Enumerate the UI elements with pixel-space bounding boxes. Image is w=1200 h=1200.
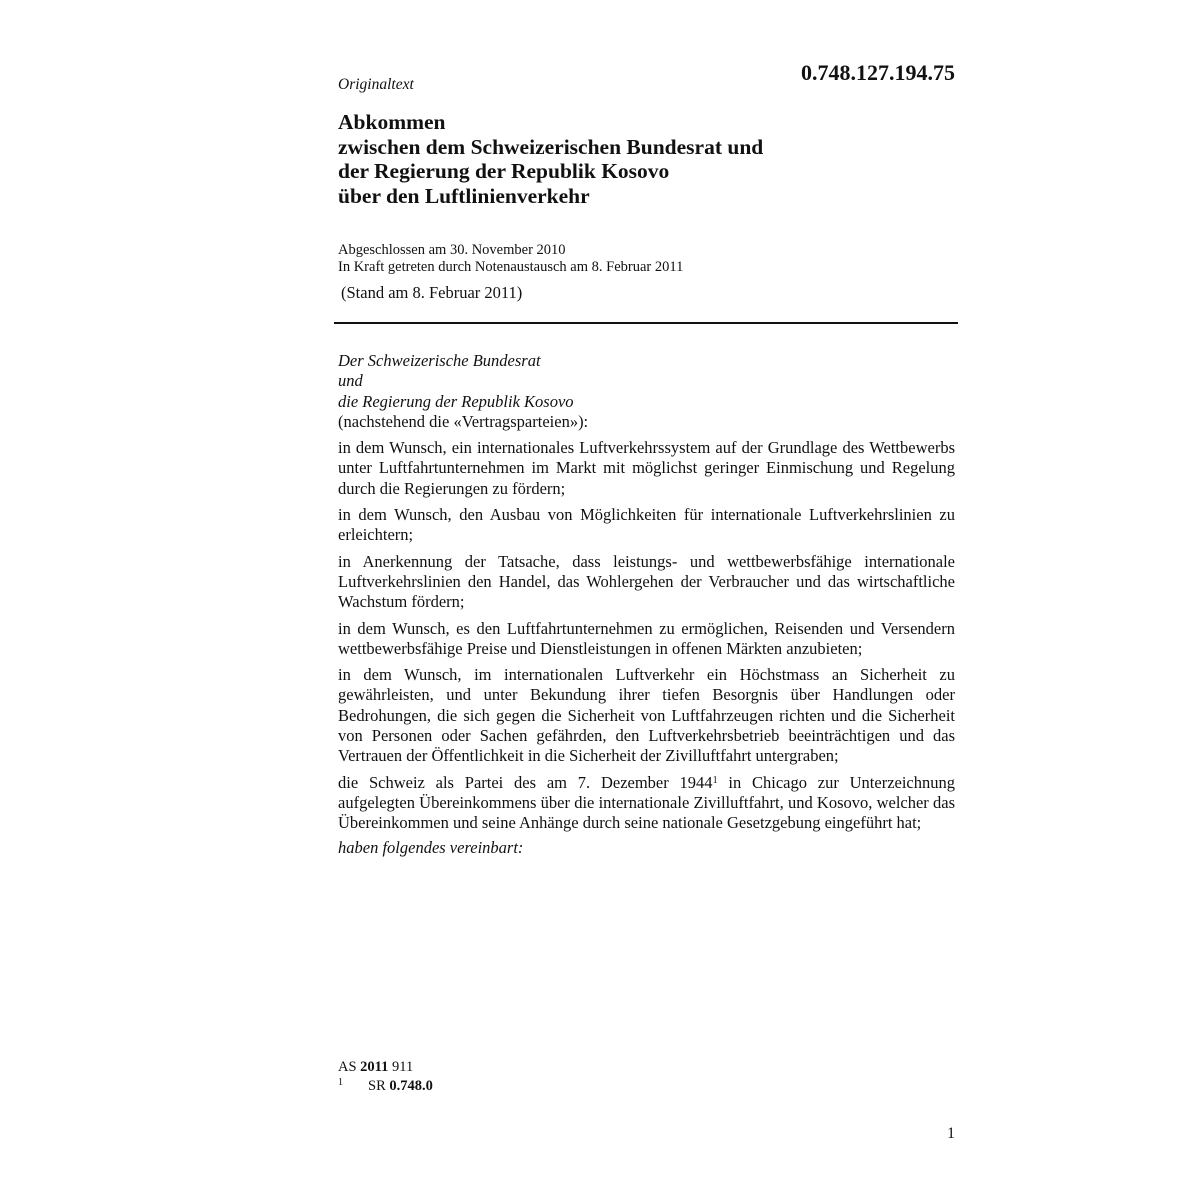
preamble-paragraph: in Anerkennung der Tatsache, dass leistungs- und wettbewerbsfähige internationale Luftverkehrslinien den Handel, das Wohlergehen der Verbraucher und das wirtschaftliche Wachstum fördern; <box>338 551 955 612</box>
preamble-paragraph <box>338 773 955 834</box>
footnote-reference[interactable]: 1 <box>712 774 718 786</box>
preamble <box>338 351 955 858</box>
preamble-text: die Schweiz als Partei des am 7. Dezember 1944 <box>338 772 713 792</box>
title-line: Abkommen <box>338 110 446 134</box>
document-title <box>338 110 763 208</box>
footnote-prefix: SR <box>368 1078 390 1094</box>
party-designation: (nachstehend die «Vertragsparteien»): <box>338 411 589 431</box>
stand-date: (Stand am 8. Februar 2011) <box>341 283 523 302</box>
preamble-paragraph: in dem Wunsch, im internationalen Luftverkehr ein Höchstmass an Sicherheit zu gewährleisten, und unter Bekundung ihrer tiefen Besorgnis über Handlungen oder Bedrohungen, die sich gegen die Sicherheit von Luftfahrzeugen richten und die Sicherheit von Personen oder Sachen gefährden, den Luftverkehrsbetrieb beeinträchtigen und das Vertrauen der Öffentlichkeit in die Sicherheit der Zivilluftfahrt untergraben; <box>338 665 955 766</box>
title-line: zwischen dem Schweizerischen Bundesrat und <box>338 134 764 159</box>
header-divider <box>334 322 958 324</box>
footnote-sr-reference[interactable]: 0.748.0 <box>389 1078 433 1094</box>
party-kosovo-government: die Regierung der Republik Kosovo <box>338 391 574 411</box>
footnotes <box>338 1058 433 1096</box>
preamble-paragraph: in dem Wunsch, es den Luftfahrtunternehmen zu ermöglichen, Reisenden und Versendern wettbewerbsfähige Preise und Dienstleistungen in offenen Märkten anzubieten; <box>338 618 955 658</box>
preamble-closing: haben folgendes vereinbart: <box>338 837 524 857</box>
party-swiss-federal-council: Der Schweizerische Bundesrat <box>338 351 541 370</box>
contracting-parties <box>338 351 955 432</box>
as-prefix: AS <box>338 1059 361 1075</box>
preamble-paragraph: in dem Wunsch, ein internationales Luftverkehrssystem auf der Grundlage des Wettbewerbs unter Luftfahrtunternehmen im Markt mit möglichst geringer Einmischung und Regelung durch die Regierungen zu fördern; <box>338 438 955 498</box>
as-year: 2011 <box>360 1059 389 1075</box>
preamble-paragraph: in dem Wunsch, den Ausbau von Möglichkeiten für internationale Luftverkehrslinien zu erleichtern; <box>338 505 955 545</box>
as-reference <box>338 1058 433 1077</box>
title-line: der Regierung der Republik Kosovo <box>338 159 670 183</box>
as-page: 911 <box>388 1059 414 1075</box>
document-meta <box>338 242 683 276</box>
in-force-date: In Kraft getreten durch Notenaustausch am 8. Februar 2011 <box>338 259 684 275</box>
originaltext-label: Originaltext <box>338 76 414 93</box>
page-number: 1 <box>947 1125 955 1142</box>
footnote-item: $^1$ SR 0.748.0 <box>338 1077 433 1094</box>
preamble-text: in Chicago zur Unterzeichnung aufgelegten Übereinkommens über die internationale Zivilluftfahrt, und Kosovo, welcher das Übereinkommen und seine Anhänge durch seine nationale Gesetzgebung eingeführt hat; <box>338 772 956 833</box>
title-line: über den Luftlinienverkehr <box>338 183 590 208</box>
sr-number: 0.748.127.194.75 <box>801 60 955 85</box>
concluded-date: Abgeschlossen am 30. November 2010 <box>338 242 566 258</box>
party-conjunction: und <box>338 371 363 391</box>
